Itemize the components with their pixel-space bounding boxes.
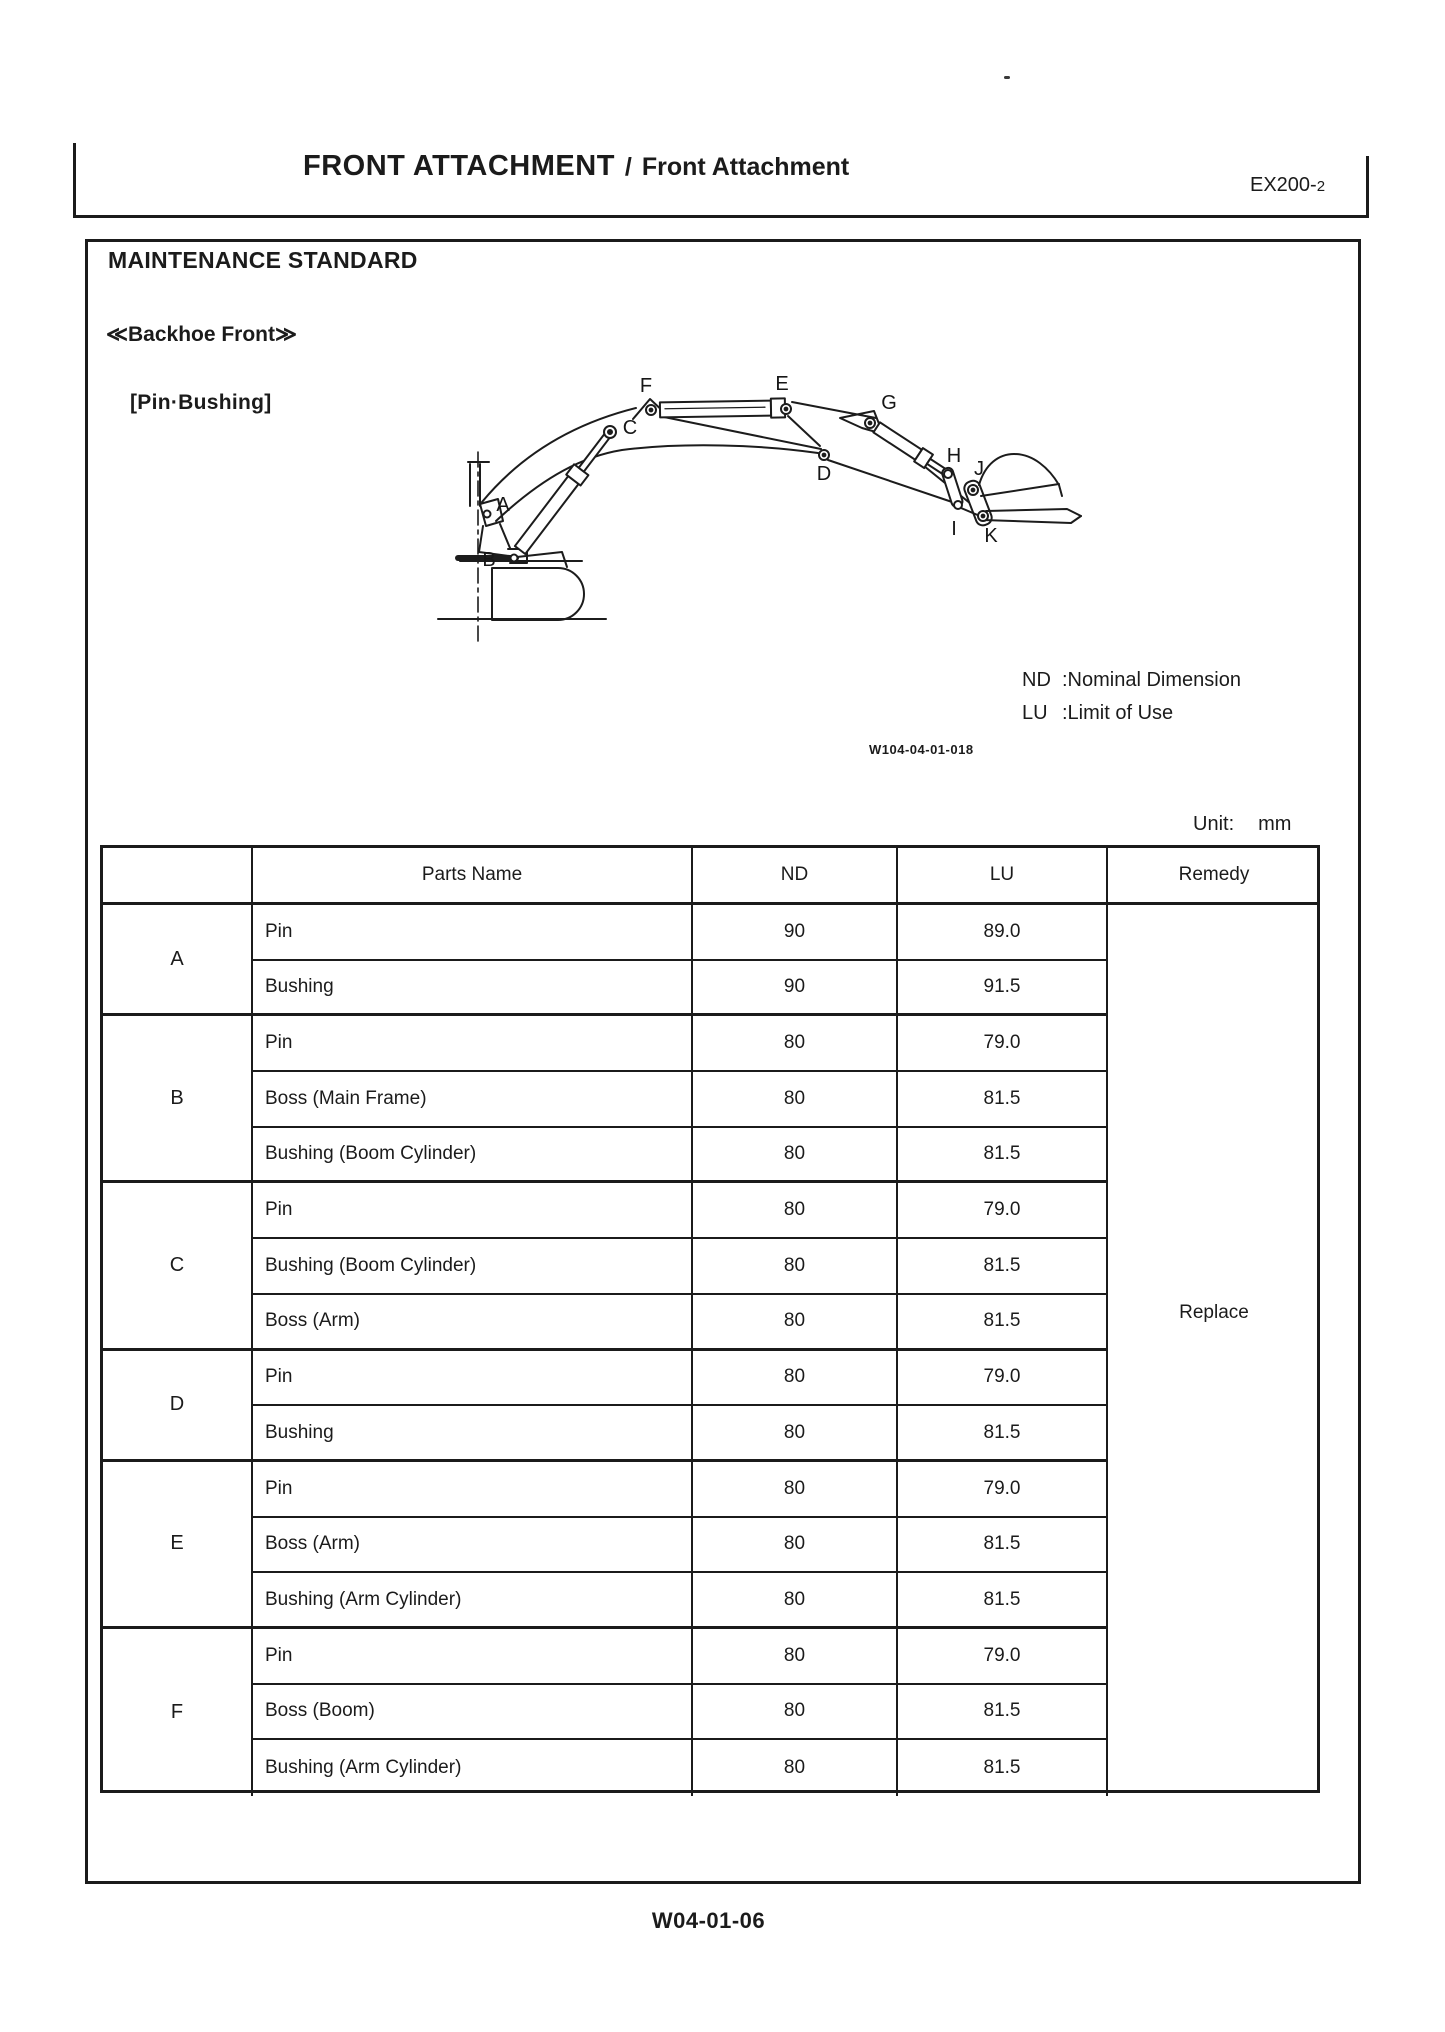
part-name: Bushing (Boom Cylinder)	[253, 1239, 693, 1295]
header-cell-lu: LU	[898, 848, 1108, 905]
part-name: Boss (Arm)	[253, 1295, 693, 1351]
legend-row-nd: ND :Nominal Dimension	[1022, 669, 1241, 691]
footer-page-number: W04-01-06	[651, 1908, 766, 1933]
lu-value: 79.0	[898, 1183, 1108, 1239]
group-label-c: C	[103, 1183, 253, 1350]
unit-note: Unit: mm	[1193, 813, 1292, 835]
bucket-cylinder	[872, 421, 948, 478]
nd-value: 80	[693, 1462, 898, 1518]
remedy-cell: Replace	[1179, 1301, 1249, 1323]
lu-value: 79.0	[898, 1629, 1108, 1685]
pin-label-k: K	[984, 525, 998, 547]
nd-value: 80	[693, 1072, 898, 1128]
pin-label-a: A	[496, 494, 510, 516]
model-number: EX200-2	[1250, 174, 1326, 196]
nd-value: 90	[693, 905, 898, 961]
arm-cylinder	[660, 398, 785, 419]
abbreviation-legend	[1022, 664, 1241, 730]
nd-value: 80	[693, 1573, 898, 1629]
part-name: Bushing (Arm Cylinder)	[253, 1740, 693, 1796]
group-label-d: D	[103, 1351, 253, 1462]
part-name: Boss (Main Frame)	[253, 1072, 693, 1128]
page-title-divider: /	[624, 153, 632, 181]
nd-value: 80	[693, 1740, 898, 1796]
page-title-main: FRONT ATTACHMENT	[303, 150, 615, 182]
part-name: Pin	[253, 1351, 693, 1407]
pin-label-d: D	[816, 463, 832, 485]
pin-label-b: B	[482, 549, 496, 571]
part-name: Pin	[253, 1016, 693, 1072]
nd-value: 80	[693, 1518, 898, 1574]
part-name: Bushing	[253, 1406, 693, 1462]
lu-value: 81.5	[898, 1406, 1108, 1462]
lu-value: 81.5	[898, 1685, 1108, 1741]
figure-id: W104-04-01-018	[869, 742, 974, 757]
nd-value: 80	[693, 1295, 898, 1351]
nd-value: 80	[693, 1183, 898, 1239]
part-name: Pin	[253, 1462, 693, 1518]
lu-value: 81.5	[898, 1573, 1108, 1629]
maintenance-standard-table	[100, 845, 1320, 1793]
part-name: Pin	[253, 905, 693, 961]
bucket-edge	[983, 516, 1081, 523]
pin-label-f: F	[639, 375, 653, 397]
nd-value: 80	[693, 1685, 898, 1741]
lu-value: 81.5	[898, 1239, 1108, 1295]
lu-value: 91.5	[898, 961, 1108, 1017]
lu-value: 81.5	[898, 1740, 1108, 1796]
header-cell-blank	[103, 848, 253, 905]
lu-value: 81.5	[898, 1072, 1108, 1128]
page-title-sub: Front Attachment	[641, 153, 850, 181]
lu-value: 79.0	[898, 1462, 1108, 1518]
part-name: Bushing (Arm Cylinder)	[253, 1573, 693, 1629]
pin-label-c: C	[622, 417, 638, 439]
group-label-b: B	[103, 1016, 253, 1183]
part-name: Boss (Boom)	[253, 1685, 693, 1741]
nd-value: 90	[693, 961, 898, 1017]
pin-label-i: I	[951, 518, 957, 540]
page-title	[303, 150, 849, 183]
part-name: Pin	[253, 1629, 693, 1685]
part-name: Pin	[253, 1183, 693, 1239]
nd-value: 80	[693, 1239, 898, 1295]
lu-value: 79.0	[898, 1016, 1108, 1072]
lu-value: 81.5	[898, 1128, 1108, 1184]
nd-value: 80	[693, 1629, 898, 1685]
pin-label-g: G	[881, 392, 897, 414]
item-title: [Pin·Bushing]	[130, 391, 272, 414]
lu-value: 81.5	[898, 1295, 1108, 1351]
title-left-border	[73, 143, 76, 217]
arm-top-edge	[792, 402, 876, 418]
lu-value: 81.5	[898, 1518, 1108, 1574]
part-name: Bushing (Boom Cylinder)	[253, 1128, 693, 1184]
group-label-f: F	[103, 1629, 253, 1796]
pin-circles	[484, 404, 989, 562]
subsection-title: ≪Backhoe Front≫	[106, 323, 297, 346]
scan-artifact	[1004, 76, 1010, 79]
nd-value: 80	[693, 1128, 898, 1184]
title-right-border	[1366, 156, 1369, 218]
part-name: Bushing	[253, 961, 693, 1017]
part-name: Boss (Arm)	[253, 1518, 693, 1574]
lu-value: 79.0	[898, 1351, 1108, 1407]
nd-value: 80	[693, 1406, 898, 1462]
excavator-diagram	[430, 372, 1110, 672]
lu-value: 89.0	[898, 905, 1108, 961]
header-cell-nd: ND	[693, 848, 898, 905]
title-underline	[73, 215, 1368, 218]
track-outline	[492, 568, 584, 620]
group-label-e: E	[103, 1462, 253, 1629]
nd-value: 80	[693, 1016, 898, 1072]
header-cell-parts-name: Parts Name	[253, 848, 693, 905]
pin-label-j: J	[974, 458, 984, 480]
pin-label-h: H	[946, 445, 962, 467]
section-title: MAINTENANCE STANDARD	[108, 247, 418, 273]
nd-value: 80	[693, 1351, 898, 1407]
header-cell-remedy: Remedy	[1108, 848, 1320, 905]
group-label-a: A	[103, 905, 253, 1016]
legend-row-lu: LU :Limit of Use	[1022, 702, 1174, 724]
pin-label-e: E	[775, 373, 789, 395]
